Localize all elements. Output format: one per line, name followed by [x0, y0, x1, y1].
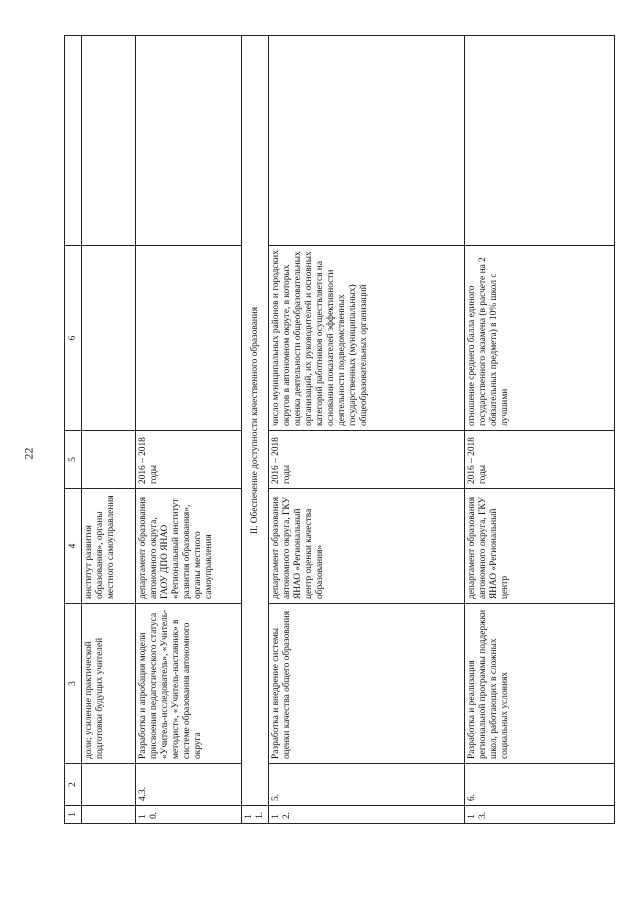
row-indicator: число муниципальных районов и городских округов в автономном округе, в которых оценка деятельности общеобразовательных организаций, их руководителей и основных категорий работников осуществляется на основании показателей эффективности деятельности подведомственных государственных (муниципальных) общеобразовательных организаций — [269, 246, 465, 431]
row-measure: Разработка и внедрение системы оценки качества общего образования — [269, 604, 465, 764]
row-executor: департамент образования автономного округа, ГКУ ЯНАО «Региональный центр — [465, 489, 615, 604]
section-title: II. Обеспечение доступности качественного образования — [242, 36, 269, 806]
section-row — [242, 36, 269, 824]
table-row — [136, 36, 242, 824]
header-cell: 5 — [65, 431, 82, 489]
row-measure: Разработка и апробация модели присвоения педагогического статуса «Учитель-исследователь», «Учитель-методист», «Учитель-наставник» в системе образования автономного округа — [136, 604, 242, 764]
row-executor: департамент образования автономного округа, ГКУ ЯНАО «Региональный центр оценки качества образования» — [269, 489, 465, 604]
table-row — [465, 36, 615, 824]
row-indicator: отношение среднего балла единого государственного экзамена (в расчете на 2 обязательных предмета) в 10% школ с лучшими — [465, 246, 615, 431]
header-cell — [65, 36, 82, 246]
header-cell: 1 — [65, 806, 82, 824]
row-code: 5. — [269, 764, 465, 806]
row-period — [82, 431, 136, 489]
header-cell: 4 — [65, 489, 82, 604]
header-cell: 3 — [65, 604, 82, 764]
row-extra — [136, 36, 242, 246]
row-extra — [82, 36, 136, 246]
row-indicator — [136, 246, 242, 431]
header-cell: 2 — [65, 764, 82, 806]
row-number: 10. — [136, 806, 242, 824]
row-number: 13. — [465, 806, 615, 824]
row-extra — [465, 36, 615, 246]
row-code: 4.3. — [136, 764, 242, 806]
row-code: 6. — [465, 764, 615, 806]
row-indicator — [82, 246, 136, 431]
row-measure: доли; усиление практической подготовки будущих учителей — [82, 604, 136, 764]
table-header-row — [65, 36, 82, 824]
table-row — [82, 36, 136, 824]
row-period: 2016 – 2018 годы — [465, 431, 615, 489]
activities-table — [64, 35, 615, 824]
row-executor: институт развития образования», органы местного самоуправления — [82, 489, 136, 604]
header-cell: 6 — [65, 246, 82, 431]
row-period: 2016 – 2018 годы — [136, 431, 242, 489]
row-executor: департамент образования автономного округа, ГАОУ ДПО ЯНАО «Региональный институт развития образования», органы местного самоуправления — [136, 489, 242, 604]
row-period: 2016 – 2018 годы — [269, 431, 465, 489]
section-number: 11. — [242, 806, 269, 824]
row-code — [82, 764, 136, 806]
row-number — [82, 806, 136, 824]
rotated-table-container — [64, 36, 606, 824]
row-number: 12. — [269, 806, 465, 824]
row-measure: Разработка и реализация региональной программы поддержки школ, работающих в сложных социальных условиях — [465, 604, 615, 764]
table-row — [269, 36, 465, 824]
row-extra — [269, 36, 465, 246]
page-number: 22 — [21, 447, 36, 460]
